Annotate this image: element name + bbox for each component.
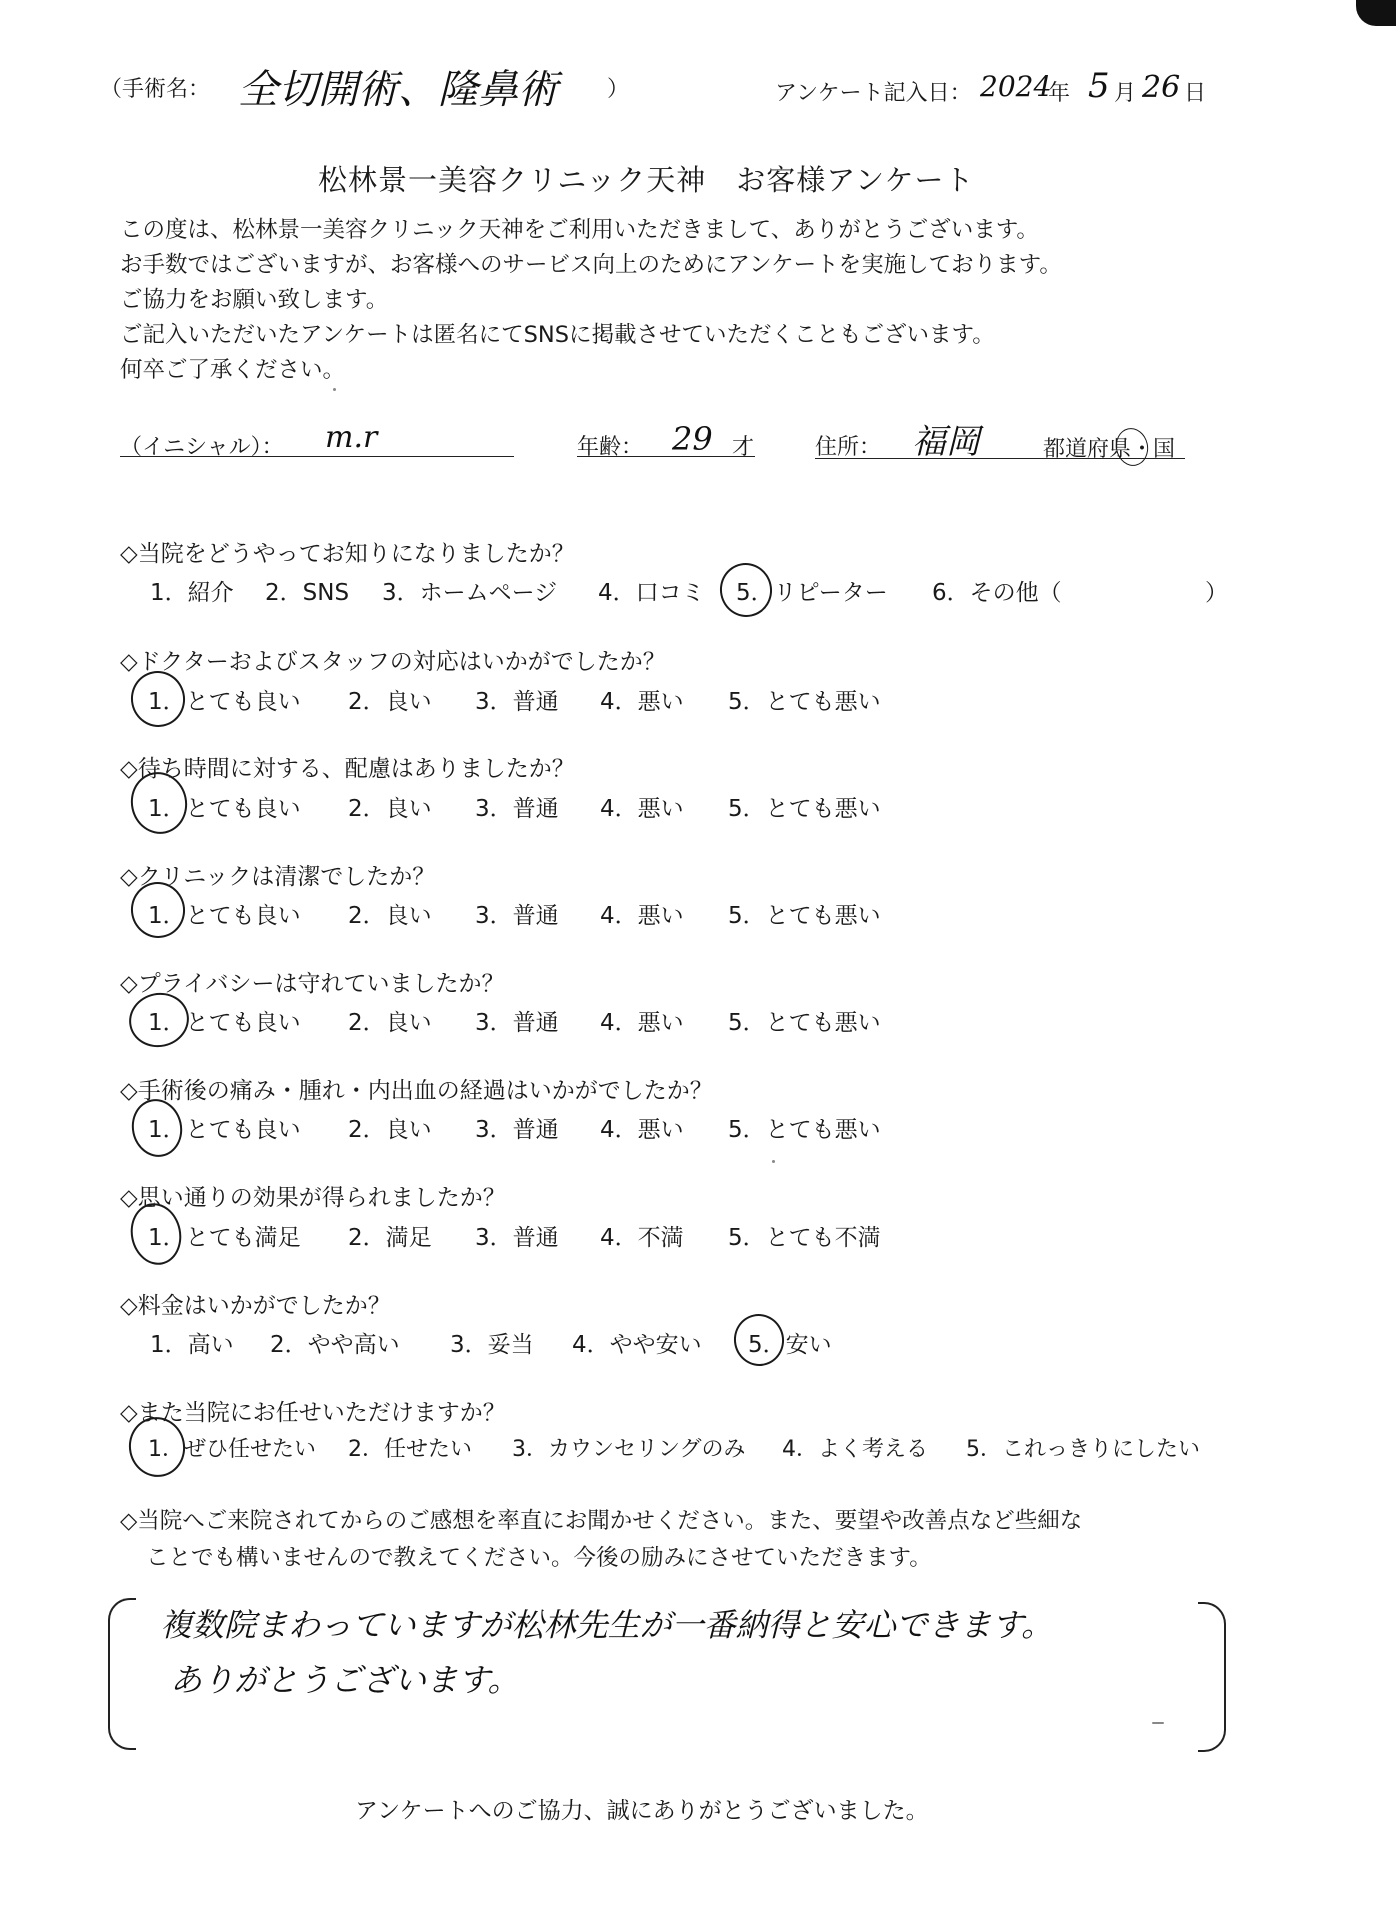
q2-option-2[interactable]: 2．良い xyxy=(348,689,432,715)
q3-option-4[interactable]: 4．悪い xyxy=(600,796,684,822)
question-3-text: ◇待ち時間に対する、配慮はありましたか？ xyxy=(120,756,575,782)
page-title: 松林景一美容クリニック天神 お客様アンケート xyxy=(318,163,975,197)
q4-option-2[interactable]: 2．良い xyxy=(348,903,432,929)
q5-option-4[interactable]: 4．悪い xyxy=(600,1010,684,1036)
date-label: アンケート記入日： xyxy=(775,81,972,106)
initial-value: m.r xyxy=(325,420,378,455)
q1-option-6[interactable]: 6．その他（ xyxy=(932,580,1062,606)
scan-corner-shadow xyxy=(1356,0,1396,26)
intro-line: 何卒ご了承ください。 xyxy=(120,357,346,383)
q2-option-4[interactable]: 4．悪い xyxy=(600,689,684,715)
q3-option-2[interactable]: 2．良い xyxy=(348,796,432,822)
q1-option-2[interactable]: 2．SNS xyxy=(265,580,350,606)
q9-option-3[interactable]: 3．カウンセリングのみ xyxy=(512,1437,746,1462)
address-value: 福岡 xyxy=(912,422,980,462)
feedback-answer-line-1: 複数院まわっていますが松林先生が一番納得と安心できます。 xyxy=(160,1606,1054,1644)
age-underline xyxy=(577,456,755,457)
age-unit: 才 xyxy=(732,435,755,460)
address-label: 住所： xyxy=(815,435,882,460)
intro-line: この度は、松林景一美容クリニック天神をご利用いただきまして、ありがとうございます。 xyxy=(120,217,1039,243)
q8-option-1[interactable]: 1．高い xyxy=(150,1332,234,1358)
q6-option-3[interactable]: 3．普通 xyxy=(475,1117,559,1143)
q4-option-1[interactable]: 1．とても良い xyxy=(148,903,301,929)
q8-option-2[interactable]: 2．やや高い xyxy=(270,1332,400,1358)
age-value: 29 xyxy=(672,420,713,458)
question-7-text: ◇思い通りの効果が得られましたか？ xyxy=(120,1185,506,1211)
feedback-prompt-line-1: ◇当院へご来院されてからのご感想を率直にお聞かせください。また、要望や改善点など些細な xyxy=(120,1508,1083,1534)
date-year-unit: 年 xyxy=(1048,81,1071,106)
q7-option-1[interactable]: 1．とても満足 xyxy=(148,1225,301,1251)
q2-option-3[interactable]: 3．普通 xyxy=(475,689,559,715)
q8-option-3[interactable]: 3．妥当 xyxy=(450,1332,534,1358)
q3-option-3[interactable]: 3．普通 xyxy=(475,796,559,822)
q1-option-1[interactable]: 1．紹介 xyxy=(150,580,234,606)
q3-option-1[interactable]: 1．とても良い xyxy=(148,796,301,822)
question-8-text: ◇料金はいかがでしたか？ xyxy=(120,1293,391,1319)
question-4-text: ◇クリニックは清潔でしたか？ xyxy=(120,864,436,890)
q9-option-4[interactable]: 4．よく考える xyxy=(782,1437,928,1462)
footer-thanks: アンケートへのご協力、誠にありがとうございました。 xyxy=(355,1798,929,1824)
feedback-prompt-line-2: ことでも構いませんので教えてください。今後の励みにさせていただきます。 xyxy=(146,1545,932,1571)
question-1-text: ◇当院をどうやってお知りになりましたか？ xyxy=(120,541,575,567)
q6-option-4[interactable]: 4．悪い xyxy=(600,1117,684,1143)
scan-speck xyxy=(772,1160,775,1163)
surgery-label: （手術名： xyxy=(100,77,211,102)
q8-selected-circle xyxy=(729,1309,789,1370)
intro-paragraph xyxy=(120,213,1062,388)
q1-option-5[interactable]: 5．リピーター xyxy=(736,580,888,606)
initial-underline xyxy=(120,456,514,457)
q2-option-5[interactable]: 5．とても悪い xyxy=(728,689,881,715)
q8-option-5[interactable]: 5．安い xyxy=(748,1332,832,1358)
surgery-close: ） xyxy=(607,77,630,102)
surgery-value: 全切開術、隆鼻術 xyxy=(238,67,558,113)
q7-option-5[interactable]: 5．とても不満 xyxy=(728,1225,881,1251)
scan-speck xyxy=(333,388,336,391)
q9-option-2[interactable]: 2．任せたい xyxy=(348,1437,472,1462)
intro-line: ご記入いただいたアンケートは匿名にてSNSに掲載させていただくこともございます。 xyxy=(120,322,995,348)
q7-option-3[interactable]: 3．普通 xyxy=(475,1225,559,1251)
q6-option-5[interactable]: 5．とても悪い xyxy=(728,1117,881,1143)
feedback-answer-line-2: ありがとうございます。 xyxy=(170,1661,520,1699)
initial-label: （イニシャル）： xyxy=(120,435,284,460)
q1-option-6-close: ） xyxy=(1205,580,1228,606)
age-label: 年齢： xyxy=(577,435,644,460)
q6-option-2[interactable]: 2．良い xyxy=(348,1117,432,1143)
q4-option-3[interactable]: 3．普通 xyxy=(475,903,559,929)
question-5-text: ◇プライバシーは守れていましたか？ xyxy=(120,971,505,997)
question-9-text: ◇また当院にお任せいただけますか？ xyxy=(120,1400,506,1426)
q9-option-1[interactable]: 1．ぜひ任せたい xyxy=(148,1437,316,1462)
q7-option-4[interactable]: 4．不満 xyxy=(600,1225,684,1251)
q5-option-2[interactable]: 2．良い xyxy=(348,1010,432,1036)
q6-option-1[interactable]: 1．とても良い xyxy=(148,1117,301,1143)
date-day-unit: 日 xyxy=(1184,81,1207,106)
q3-option-5[interactable]: 5．とても悪い xyxy=(728,796,881,822)
q1-option-3[interactable]: 3．ホームページ xyxy=(382,580,558,606)
q8-option-4[interactable]: 4．やや安い xyxy=(572,1332,702,1358)
q1-selected-circle xyxy=(715,558,777,622)
intro-line: ご協力をお願い致します。 xyxy=(120,287,389,313)
date-year: 2024 xyxy=(980,70,1052,103)
date-month: 5 xyxy=(1088,66,1110,106)
answer-box-left-bracket xyxy=(108,1598,136,1750)
q4-option-5[interactable]: 5．とても悪い xyxy=(728,903,881,929)
q9-option-5[interactable]: 5．これっきりにしたい xyxy=(966,1437,1200,1462)
question-6-text: ◇手術後の痛み・腫れ・内出血の経過はいかがでしたか？ xyxy=(120,1078,713,1104)
q7-option-2[interactable]: 2．満足 xyxy=(348,1225,432,1251)
q2-option-1[interactable]: 1．とても良い xyxy=(148,689,301,715)
intro-line: お手数ではございますが、お客様へのサービス向上のためにアンケートを実施しております。 xyxy=(120,252,1062,278)
date-day: 26 xyxy=(1142,70,1181,105)
q4-option-4[interactable]: 4．悪い xyxy=(600,903,684,929)
question-2-text: ◇ドクターおよびスタッフの対応はいかがでしたか？ xyxy=(120,649,666,675)
q5-option-3[interactable]: 3．普通 xyxy=(475,1010,559,1036)
answer-box-right-bracket xyxy=(1198,1602,1226,1752)
q5-option-5[interactable]: 5．とても悪い xyxy=(728,1010,881,1036)
scan-speck xyxy=(1152,1722,1164,1724)
q5-option-1[interactable]: 1．とても良い xyxy=(148,1010,301,1036)
date-month-unit: 月 xyxy=(1114,81,1137,106)
q1-option-4[interactable]: 4．口コミ xyxy=(598,580,705,606)
address-suffix: 都道府県・国 xyxy=(1043,437,1176,462)
